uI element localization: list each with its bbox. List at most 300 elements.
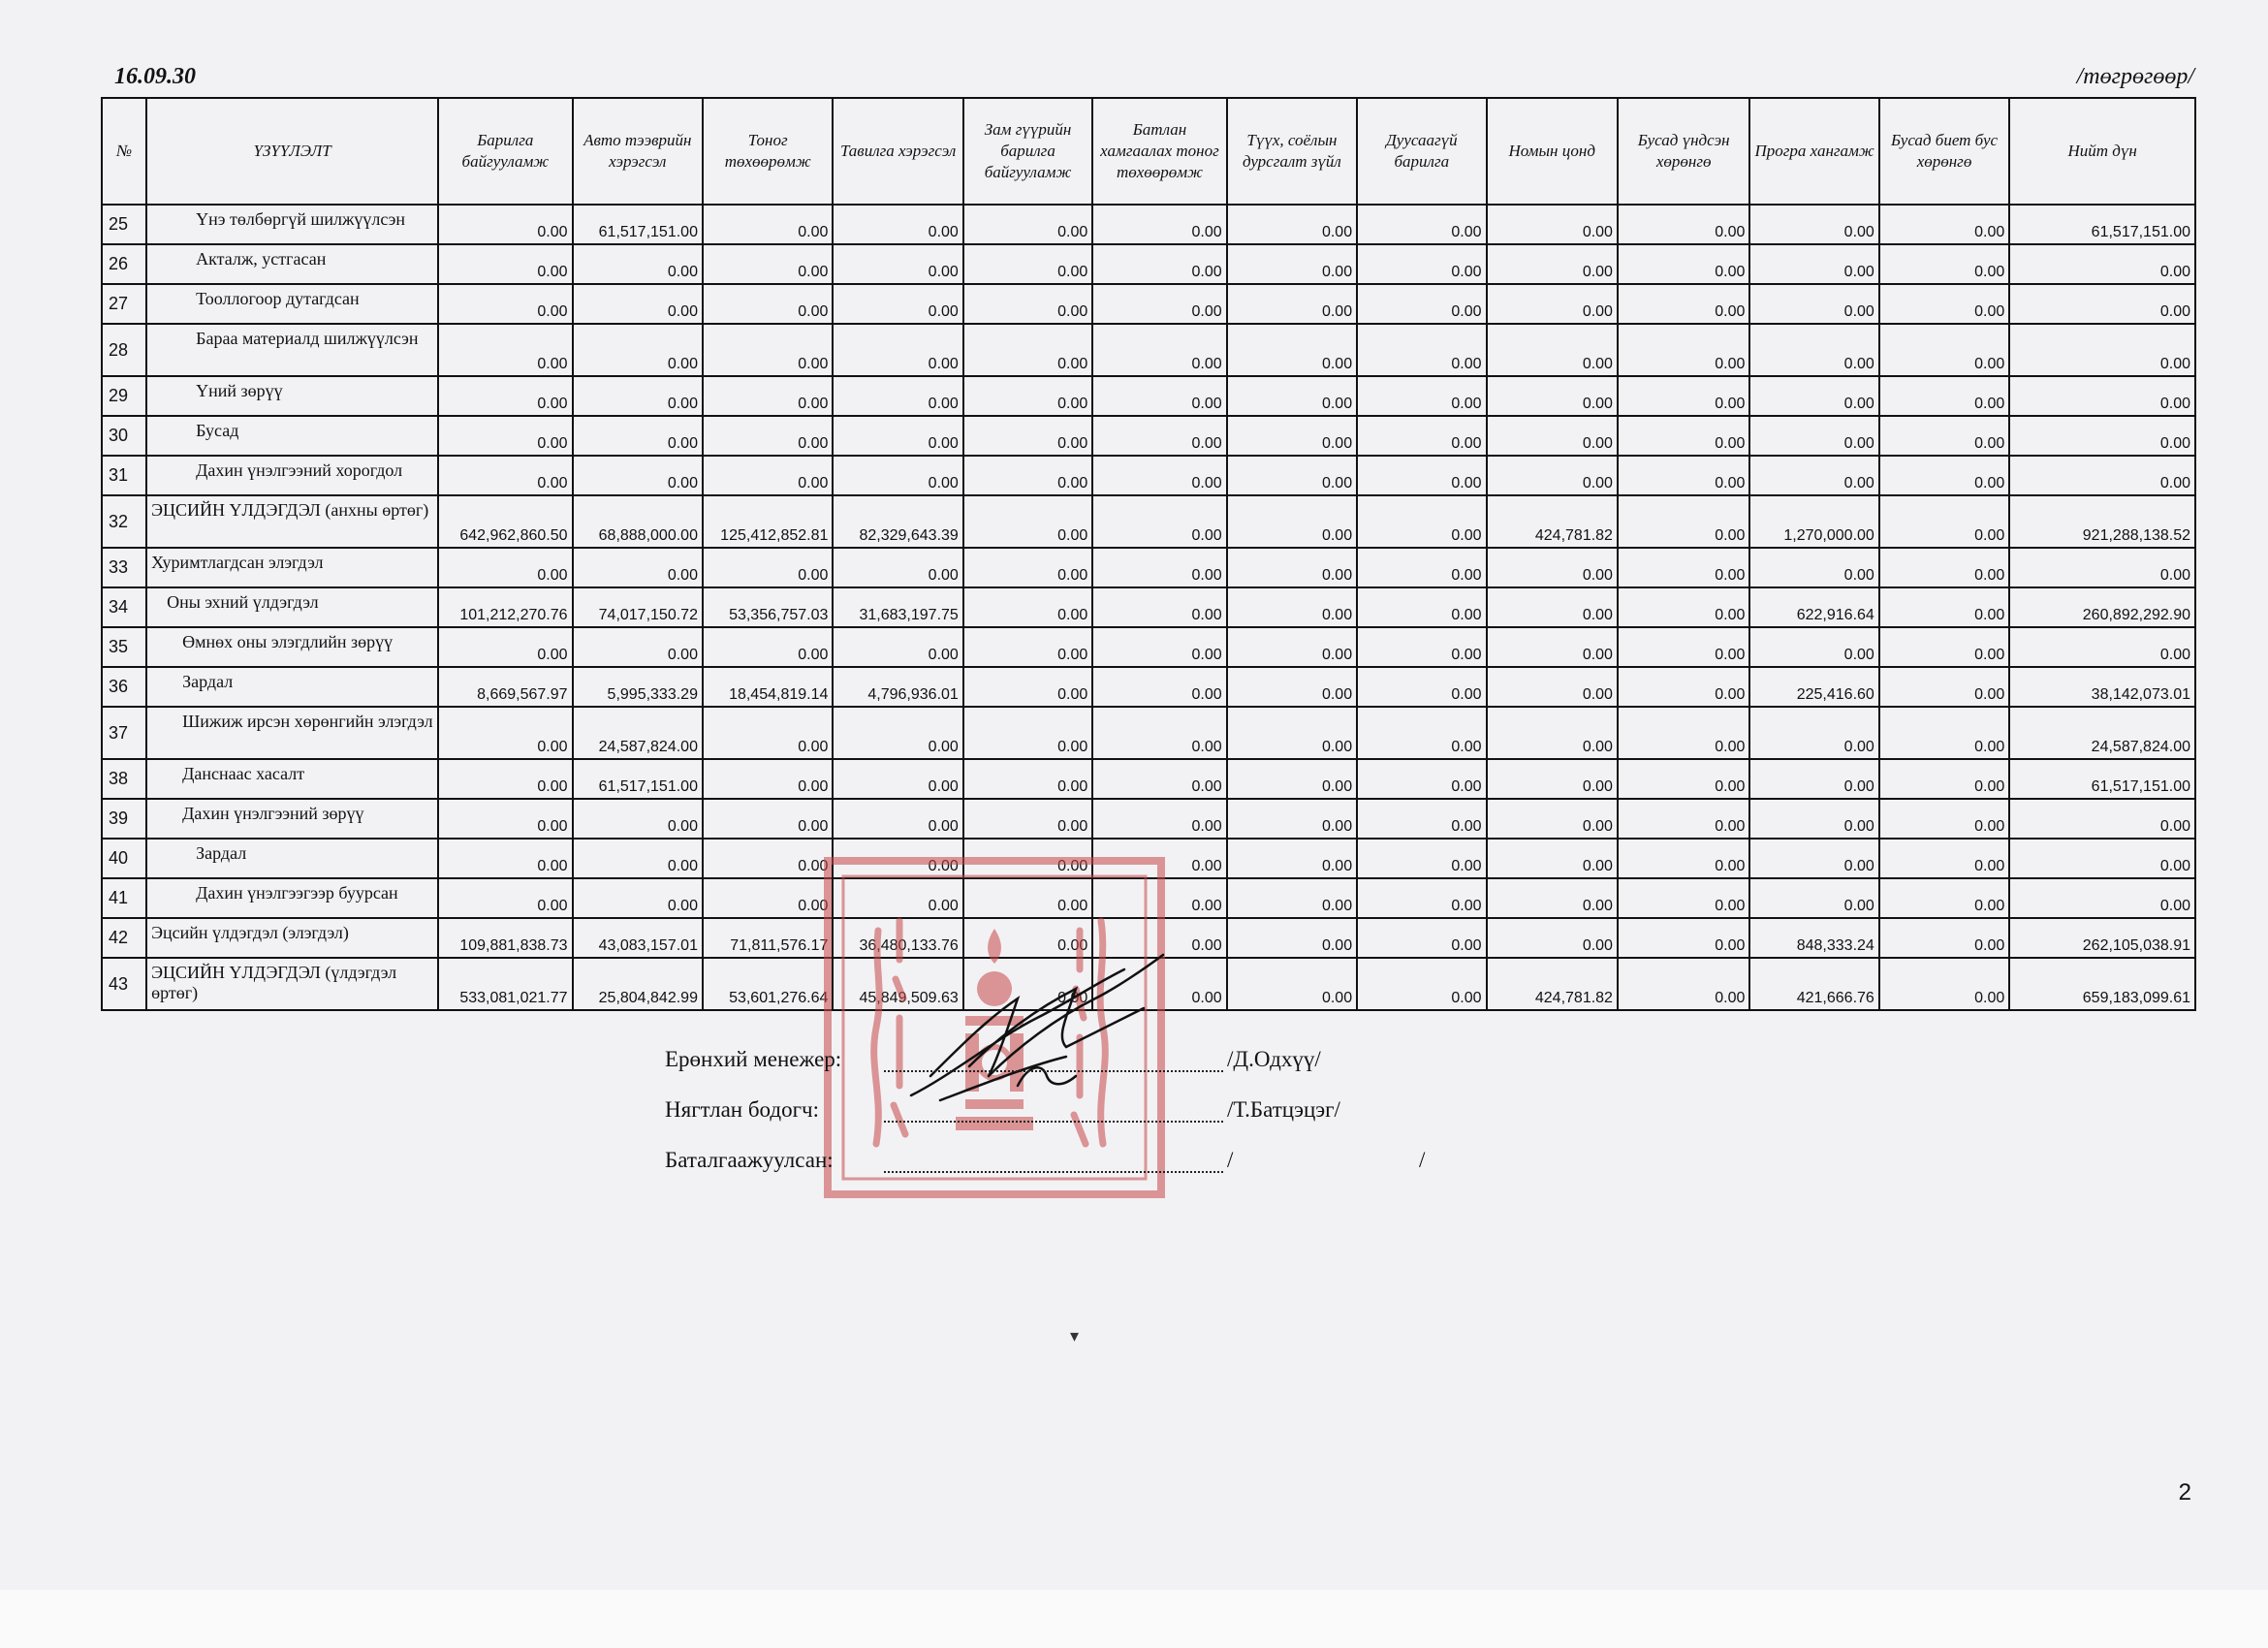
row-label: Өмнөх оны элэгдлийн зөрүү bbox=[146, 627, 438, 667]
value-cell: 0.00 bbox=[438, 284, 572, 324]
row-label: Үнэ төлбөргүй шилжүүлсэн bbox=[146, 205, 438, 244]
column-header: Зам гүүрийн барилга байгууламж bbox=[963, 98, 1092, 205]
value-cell: 0.00 bbox=[703, 839, 833, 878]
value-cell: 0.00 bbox=[703, 244, 833, 284]
value-cell: 0.00 bbox=[1618, 799, 1749, 839]
signer-role: Нягтлан бодогч: bbox=[665, 1097, 819, 1122]
value-cell: 0.00 bbox=[573, 376, 703, 416]
value-cell: 0.00 bbox=[1092, 324, 1226, 376]
value-cell: 0.00 bbox=[963, 205, 1092, 244]
value-cell: 0.00 bbox=[833, 759, 962, 799]
value-cell: 61,517,151.00 bbox=[2009, 205, 2195, 244]
table-row bbox=[102, 958, 2195, 1010]
value-cell: 0.00 bbox=[573, 878, 703, 918]
value-cell: 0.00 bbox=[1879, 416, 2009, 456]
value-cell: 0.00 bbox=[1618, 707, 1749, 759]
value-cell: 0.00 bbox=[438, 456, 572, 495]
value-cell: 0.00 bbox=[1227, 878, 1357, 918]
signer-role: Ерөнхий менежер: bbox=[665, 1047, 842, 1071]
value-cell: 622,916.64 bbox=[1749, 587, 1878, 627]
value-cell: 0.00 bbox=[1879, 878, 2009, 918]
column-header: Бусад үндсэн хөрөнгө bbox=[1618, 98, 1749, 205]
value-cell: 0.00 bbox=[573, 324, 703, 376]
column-header: Тавилга хэрэгсэл bbox=[833, 98, 962, 205]
row-number: 40 bbox=[102, 839, 146, 878]
value-cell: 0.00 bbox=[1879, 205, 2009, 244]
value-cell: 0.00 bbox=[1227, 548, 1357, 587]
value-cell: 0.00 bbox=[963, 878, 1092, 918]
value-cell: 0.00 bbox=[1487, 799, 1618, 839]
column-header: Нийт дүн bbox=[2009, 98, 2195, 205]
column-header: Номын цонд bbox=[1487, 98, 1618, 205]
value-cell: 0.00 bbox=[2009, 244, 2195, 284]
value-cell: 0.00 bbox=[1749, 878, 1878, 918]
value-cell: 0.00 bbox=[1618, 376, 1749, 416]
value-cell: 848,333.24 bbox=[1749, 918, 1878, 958]
value-cell: 0.00 bbox=[1487, 456, 1618, 495]
row-label: Эцсийн үлдэгдэл (элэгдэл) bbox=[146, 918, 438, 958]
value-cell: 0.00 bbox=[1879, 707, 2009, 759]
table-row bbox=[102, 587, 2195, 627]
value-cell: 0.00 bbox=[1227, 495, 1357, 548]
value-cell: 8,669,567.97 bbox=[438, 667, 572, 707]
value-cell: 0.00 bbox=[703, 759, 833, 799]
value-cell: 0.00 bbox=[573, 839, 703, 878]
value-cell: 0.00 bbox=[1227, 958, 1357, 1010]
value-cell: 0.00 bbox=[438, 548, 572, 587]
value-cell: 659,183,099.61 bbox=[2009, 958, 2195, 1010]
currency-unit: /төгрөгөөр/ bbox=[2076, 64, 2194, 89]
value-cell: 0.00 bbox=[703, 707, 833, 759]
value-cell: 53,356,757.03 bbox=[703, 587, 833, 627]
value-cell: 0.00 bbox=[1879, 918, 2009, 958]
value-cell: 0.00 bbox=[1749, 707, 1878, 759]
table-header-row bbox=[102, 98, 2195, 205]
value-cell: 0.00 bbox=[1227, 416, 1357, 456]
value-cell: 109,881,838.73 bbox=[438, 918, 572, 958]
value-cell: 0.00 bbox=[1879, 799, 2009, 839]
value-cell: 0.00 bbox=[1227, 456, 1357, 495]
value-cell: 0.00 bbox=[703, 878, 833, 918]
value-cell: 0.00 bbox=[963, 244, 1092, 284]
value-cell: 0.00 bbox=[1618, 548, 1749, 587]
value-cell: 0.00 bbox=[1487, 284, 1618, 324]
row-label: Данснаас хасалт bbox=[146, 759, 438, 799]
value-cell: 0.00 bbox=[833, 799, 962, 839]
value-cell: 533,081,021.77 bbox=[438, 958, 572, 1010]
value-cell: 642,962,860.50 bbox=[438, 495, 572, 548]
value-cell: 0.00 bbox=[1487, 759, 1618, 799]
value-cell: 0.00 bbox=[1357, 667, 1486, 707]
value-cell: 0.00 bbox=[703, 376, 833, 416]
signer-name: /Д.Одхүү/ bbox=[1227, 1047, 1321, 1071]
row-label: Дахин үнэлгээний хорогдол bbox=[146, 456, 438, 495]
row-number: 34 bbox=[102, 587, 146, 627]
table-row bbox=[102, 244, 2195, 284]
value-cell: 0.00 bbox=[1357, 707, 1486, 759]
value-cell: 0.00 bbox=[1227, 587, 1357, 627]
value-cell: 0.00 bbox=[963, 958, 1092, 1010]
row-label: Зардал bbox=[146, 839, 438, 878]
value-cell: 71,811,576.17 bbox=[703, 918, 833, 958]
value-cell: 0.00 bbox=[963, 587, 1092, 627]
value-cell: 0.00 bbox=[438, 205, 572, 244]
value-cell: 0.00 bbox=[1227, 799, 1357, 839]
row-label: Дахин үнэлгээний зөрүү bbox=[146, 799, 438, 839]
value-cell: 0.00 bbox=[1357, 244, 1486, 284]
value-cell: 0.00 bbox=[1227, 284, 1357, 324]
value-cell: 0.00 bbox=[438, 839, 572, 878]
value-cell: 0.00 bbox=[1879, 839, 2009, 878]
value-cell: 0.00 bbox=[1487, 205, 1618, 244]
value-cell: 0.00 bbox=[1092, 707, 1226, 759]
table-row bbox=[102, 548, 2195, 587]
value-cell: 0.00 bbox=[833, 839, 962, 878]
value-cell: 0.00 bbox=[1618, 205, 1749, 244]
value-cell: 68,888,000.00 bbox=[573, 495, 703, 548]
value-cell: 0.00 bbox=[1749, 244, 1878, 284]
row-label: Үний зөрүү bbox=[146, 376, 438, 416]
row-label: Дахин үнэлгээгээр буурсан bbox=[146, 878, 438, 918]
value-cell: 0.00 bbox=[1879, 284, 2009, 324]
value-cell: 0.00 bbox=[1749, 205, 1878, 244]
value-cell: 0.00 bbox=[963, 416, 1092, 456]
row-number: 41 bbox=[102, 878, 146, 918]
column-header: Програ хангамж bbox=[1749, 98, 1878, 205]
value-cell: 0.00 bbox=[1092, 667, 1226, 707]
value-cell: 0.00 bbox=[1879, 244, 2009, 284]
value-cell: 0.00 bbox=[963, 284, 1092, 324]
row-number: 39 bbox=[102, 799, 146, 839]
value-cell: 0.00 bbox=[703, 627, 833, 667]
value-cell: 0.00 bbox=[1879, 376, 2009, 416]
value-cell: 0.00 bbox=[1357, 627, 1486, 667]
value-cell: 0.00 bbox=[2009, 376, 2195, 416]
value-cell: 0.00 bbox=[1487, 667, 1618, 707]
value-cell: 0.00 bbox=[1618, 839, 1749, 878]
value-cell: 18,454,819.14 bbox=[703, 667, 833, 707]
table-row bbox=[102, 878, 2195, 918]
value-cell: 53,601,276.64 bbox=[703, 958, 833, 1010]
value-cell: 24,587,824.00 bbox=[573, 707, 703, 759]
value-cell: 0.00 bbox=[438, 324, 572, 376]
value-cell: 421,666.76 bbox=[1749, 958, 1878, 1010]
value-cell: 0.00 bbox=[438, 759, 572, 799]
value-cell: 0.00 bbox=[1092, 839, 1226, 878]
value-cell: 0.00 bbox=[1357, 376, 1486, 416]
value-cell: 0.00 bbox=[1618, 667, 1749, 707]
table-row bbox=[102, 324, 2195, 376]
signature-line bbox=[665, 1072, 1402, 1123]
value-cell: 0.00 bbox=[1618, 958, 1749, 1010]
value-cell: 4,796,936.01 bbox=[833, 667, 962, 707]
value-cell: 0.00 bbox=[1357, 416, 1486, 456]
value-cell: 0.00 bbox=[438, 627, 572, 667]
signature-block bbox=[665, 1022, 1426, 1173]
value-cell: 0.00 bbox=[1487, 548, 1618, 587]
value-cell: 0.00 bbox=[1092, 284, 1226, 324]
value-cell: 0.00 bbox=[1227, 324, 1357, 376]
page-number: 2 bbox=[2178, 1479, 2191, 1505]
value-cell: 0.00 bbox=[963, 799, 1092, 839]
column-header: Авто тээврийн хэрэгсэл bbox=[573, 98, 703, 205]
value-cell: 0.00 bbox=[1357, 324, 1486, 376]
value-cell: 0.00 bbox=[1618, 284, 1749, 324]
value-cell: 5,995,333.29 bbox=[573, 667, 703, 707]
value-cell: 0.00 bbox=[1749, 376, 1878, 416]
value-cell: 0.00 bbox=[833, 205, 962, 244]
value-cell: 0.00 bbox=[833, 376, 962, 416]
value-cell: 0.00 bbox=[1357, 495, 1486, 548]
row-number: 35 bbox=[102, 627, 146, 667]
value-cell: 0.00 bbox=[703, 284, 833, 324]
value-cell: 0.00 bbox=[1092, 918, 1226, 958]
value-cell: 0.00 bbox=[1749, 799, 1878, 839]
value-cell: 0.00 bbox=[1357, 205, 1486, 244]
value-cell: 0.00 bbox=[1092, 416, 1226, 456]
value-cell: 74,017,150.72 bbox=[573, 587, 703, 627]
column-header: № bbox=[102, 98, 146, 205]
value-cell: 0.00 bbox=[1487, 627, 1618, 667]
value-cell: 0.00 bbox=[703, 548, 833, 587]
row-label: Зардал bbox=[146, 667, 438, 707]
value-cell: 0.00 bbox=[833, 244, 962, 284]
value-cell: 0.00 bbox=[963, 918, 1092, 958]
row-label: Акталж, устгасан bbox=[146, 244, 438, 284]
value-cell: 0.00 bbox=[1357, 799, 1486, 839]
value-cell: 0.00 bbox=[1227, 376, 1357, 416]
value-cell: 0.00 bbox=[963, 667, 1092, 707]
row-number: 26 bbox=[102, 244, 146, 284]
value-cell: 424,781.82 bbox=[1487, 958, 1618, 1010]
value-cell: 0.00 bbox=[1227, 918, 1357, 958]
row-label: Шижиж ирсэн хөрөнгийн элэгдэл bbox=[146, 707, 438, 759]
value-cell: 0.00 bbox=[1749, 416, 1878, 456]
value-cell: 31,683,197.75 bbox=[833, 587, 962, 627]
value-cell: 0.00 bbox=[963, 324, 1092, 376]
value-cell: 125,412,852.81 bbox=[703, 495, 833, 548]
value-cell: 0.00 bbox=[2009, 878, 2195, 918]
value-cell: 0.00 bbox=[2009, 627, 2195, 667]
row-number: 37 bbox=[102, 707, 146, 759]
value-cell: 0.00 bbox=[1879, 324, 2009, 376]
row-label: Оны эхний үлдэгдэл bbox=[146, 587, 438, 627]
value-cell: 0.00 bbox=[1227, 244, 1357, 284]
dotted-signature-line bbox=[884, 1051, 1223, 1072]
row-label: Тооллогоор дутагдсан bbox=[146, 284, 438, 324]
value-cell: 0.00 bbox=[1092, 244, 1226, 284]
column-header: ҮЗҮҮЛЭЛТ bbox=[146, 98, 438, 205]
value-cell: 1,270,000.00 bbox=[1749, 495, 1878, 548]
value-cell: 0.00 bbox=[1749, 456, 1878, 495]
value-cell: 0.00 bbox=[1357, 456, 1486, 495]
value-cell: 101,212,270.76 bbox=[438, 587, 572, 627]
value-cell: 0.00 bbox=[1092, 456, 1226, 495]
row-number: 30 bbox=[102, 416, 146, 456]
value-cell: 0.00 bbox=[1618, 587, 1749, 627]
value-cell: 0.00 bbox=[1487, 324, 1618, 376]
value-cell: 0.00 bbox=[1618, 759, 1749, 799]
value-cell: 0.00 bbox=[1749, 284, 1878, 324]
value-cell: 0.00 bbox=[1618, 324, 1749, 376]
value-cell: 0.00 bbox=[703, 205, 833, 244]
row-label: ЭЦСИЙН ҮЛДЭГДЭЛ (үлдэгдэл өртөг) bbox=[146, 958, 438, 1010]
signature-line bbox=[665, 1022, 1402, 1072]
value-cell: 25,804,842.99 bbox=[573, 958, 703, 1010]
value-cell: 0.00 bbox=[1092, 205, 1226, 244]
value-cell: 0.00 bbox=[1618, 416, 1749, 456]
table-row bbox=[102, 376, 2195, 416]
value-cell: 0.00 bbox=[1092, 759, 1226, 799]
value-cell: 0.00 bbox=[1227, 667, 1357, 707]
dotted-signature-line bbox=[884, 1152, 1223, 1173]
value-cell: 43,083,157.01 bbox=[573, 918, 703, 958]
value-cell: 0.00 bbox=[573, 244, 703, 284]
row-number: 28 bbox=[102, 324, 146, 376]
value-cell: 0.00 bbox=[1092, 958, 1226, 1010]
value-cell: 0.00 bbox=[1227, 759, 1357, 799]
value-cell: 0.00 bbox=[2009, 456, 2195, 495]
value-cell: 0.00 bbox=[573, 627, 703, 667]
value-cell: 0.00 bbox=[963, 759, 1092, 799]
report-date: 16.09.30 bbox=[114, 64, 196, 89]
value-cell: 0.00 bbox=[833, 627, 962, 667]
value-cell: 0.00 bbox=[1092, 878, 1226, 918]
value-cell: 0.00 bbox=[703, 799, 833, 839]
value-cell: 0.00 bbox=[573, 456, 703, 495]
value-cell: 0.00 bbox=[833, 456, 962, 495]
value-cell: 0.00 bbox=[2009, 284, 2195, 324]
table-row bbox=[102, 799, 2195, 839]
value-cell: 0.00 bbox=[1879, 958, 2009, 1010]
table-row bbox=[102, 456, 2195, 495]
value-cell: 0.00 bbox=[1879, 627, 2009, 667]
column-header: Бусад биет бус хөрөнгө bbox=[1879, 98, 2009, 205]
row-number: 36 bbox=[102, 667, 146, 707]
value-cell: 0.00 bbox=[703, 324, 833, 376]
value-cell: 61,517,151.00 bbox=[573, 759, 703, 799]
value-cell: 0.00 bbox=[963, 456, 1092, 495]
value-cell: 0.00 bbox=[438, 878, 572, 918]
row-number: 31 bbox=[102, 456, 146, 495]
value-cell: 0.00 bbox=[2009, 324, 2195, 376]
value-cell: 0.00 bbox=[963, 627, 1092, 667]
value-cell: 0.00 bbox=[1749, 324, 1878, 376]
value-cell: 921,288,138.52 bbox=[2009, 495, 2195, 548]
value-cell: 0.00 bbox=[703, 456, 833, 495]
row-number: 43 bbox=[102, 958, 146, 1010]
value-cell: 0.00 bbox=[438, 376, 572, 416]
row-number: 27 bbox=[102, 284, 146, 324]
value-cell: 0.00 bbox=[1227, 707, 1357, 759]
value-cell: 0.00 bbox=[1487, 707, 1618, 759]
value-cell: 0.00 bbox=[833, 878, 962, 918]
value-cell: 0.00 bbox=[1879, 456, 2009, 495]
value-cell: 0.00 bbox=[573, 548, 703, 587]
value-cell: 0.00 bbox=[1092, 376, 1226, 416]
value-cell: 0.00 bbox=[438, 416, 572, 456]
value-cell: 0.00 bbox=[1227, 627, 1357, 667]
value-cell: 225,416.60 bbox=[1749, 667, 1878, 707]
signer-role: Баталгаажуулсан: bbox=[665, 1148, 834, 1172]
value-cell: 0.00 bbox=[1487, 839, 1618, 878]
value-cell: 0.00 bbox=[1487, 416, 1618, 456]
table-row bbox=[102, 495, 2195, 548]
row-number: 32 bbox=[102, 495, 146, 548]
value-cell: 0.00 bbox=[2009, 548, 2195, 587]
value-cell: 0.00 bbox=[1618, 918, 1749, 958]
value-cell: 0.00 bbox=[1357, 284, 1486, 324]
value-cell: 0.00 bbox=[833, 416, 962, 456]
value-cell: 0.00 bbox=[1357, 587, 1486, 627]
value-cell: 0.00 bbox=[1092, 799, 1226, 839]
value-cell: 0.00 bbox=[833, 707, 962, 759]
value-cell: 0.00 bbox=[438, 244, 572, 284]
row-label: Бараа материалд шилжүүлсэн bbox=[146, 324, 438, 376]
value-cell: 0.00 bbox=[573, 416, 703, 456]
signer-name: /Т.Батцэцэг/ bbox=[1227, 1097, 1340, 1122]
value-cell: 61,517,151.00 bbox=[573, 205, 703, 244]
value-cell: 0.00 bbox=[1092, 548, 1226, 587]
value-cell: 0.00 bbox=[1092, 495, 1226, 548]
value-cell: 45,849,509.63 bbox=[833, 958, 962, 1010]
row-number: 25 bbox=[102, 205, 146, 244]
value-cell: 0.00 bbox=[1618, 878, 1749, 918]
table-row bbox=[102, 284, 2195, 324]
scan-speck: ▾ bbox=[1070, 1326, 1080, 1346]
value-cell: 0.00 bbox=[2009, 416, 2195, 456]
row-number: 33 bbox=[102, 548, 146, 587]
value-cell: 0.00 bbox=[1618, 495, 1749, 548]
value-cell: 0.00 bbox=[1357, 878, 1486, 918]
value-cell: 0.00 bbox=[1357, 548, 1486, 587]
signer-name: / bbox=[1227, 1148, 1234, 1172]
value-cell: 0.00 bbox=[1357, 759, 1486, 799]
signature-line bbox=[665, 1123, 1426, 1173]
value-cell: 36,480,133.76 bbox=[833, 918, 962, 958]
value-cell: 0.00 bbox=[438, 707, 572, 759]
row-number: 42 bbox=[102, 918, 146, 958]
value-cell: 0.00 bbox=[963, 707, 1092, 759]
value-cell: 0.00 bbox=[1749, 839, 1878, 878]
value-cell: 0.00 bbox=[963, 839, 1092, 878]
scan-bottom-strip bbox=[0, 1590, 2268, 1648]
value-cell: 0.00 bbox=[703, 416, 833, 456]
value-cell: 82,329,643.39 bbox=[833, 495, 962, 548]
value-cell: 0.00 bbox=[1618, 456, 1749, 495]
table-row bbox=[102, 205, 2195, 244]
row-label: ЭЦСИЙН ҮЛДЭГДЭЛ (анхны өртөг) bbox=[146, 495, 438, 548]
value-cell: 424,781.82 bbox=[1487, 495, 1618, 548]
value-cell: 0.00 bbox=[1357, 918, 1486, 958]
value-cell: 0.00 bbox=[573, 284, 703, 324]
column-header: Тоног төхөөрөмж bbox=[703, 98, 833, 205]
value-cell: 0.00 bbox=[963, 376, 1092, 416]
table-row bbox=[102, 918, 2195, 958]
column-header: Дуусаагүй барилга bbox=[1357, 98, 1486, 205]
row-label: Хуримтлагдсан элэгдэл bbox=[146, 548, 438, 587]
value-cell: 0.00 bbox=[833, 324, 962, 376]
value-cell: 0.00 bbox=[1487, 918, 1618, 958]
value-cell: 0.00 bbox=[833, 284, 962, 324]
value-cell: 0.00 bbox=[1618, 244, 1749, 284]
value-cell: 38,142,073.01 bbox=[2009, 667, 2195, 707]
value-cell: 0.00 bbox=[1879, 548, 2009, 587]
value-cell: 0.00 bbox=[2009, 839, 2195, 878]
value-cell: 0.00 bbox=[963, 495, 1092, 548]
value-cell: 0.00 bbox=[1749, 548, 1878, 587]
table-row bbox=[102, 707, 2195, 759]
